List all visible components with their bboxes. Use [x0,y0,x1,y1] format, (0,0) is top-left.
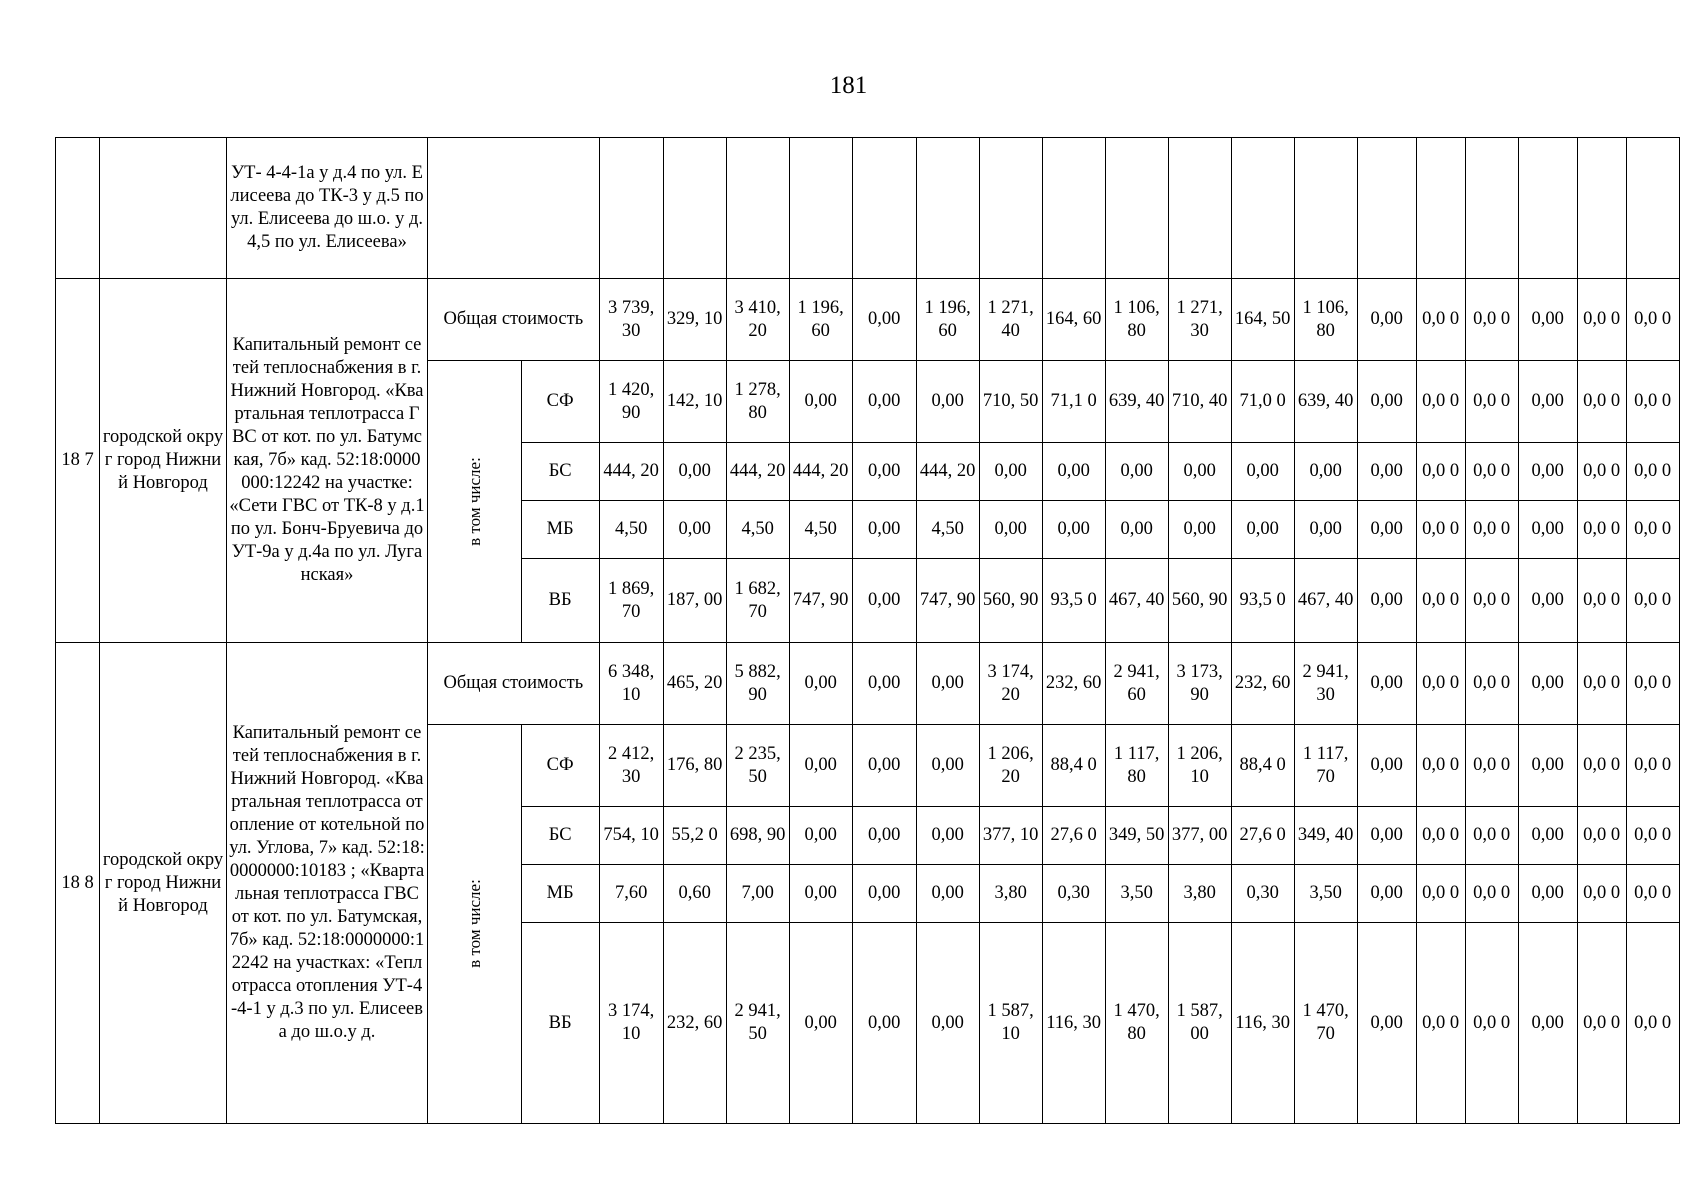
value-cell: 4,50 [916,501,979,559]
value-cell: 0,0 0 [1416,865,1465,923]
value-cell: 0,0 0 [1465,643,1518,725]
value-cell: 0,00 [852,643,916,725]
value-cell [1416,138,1465,279]
value-cell: 1 278, 80 [726,361,789,443]
value-cell [1105,138,1168,279]
value-cell: 0,0 0 [1577,807,1626,865]
value-cell: 0,30 [1042,865,1105,923]
value-cell: 27,6 0 [1231,807,1294,865]
value-cell: 0,0 0 [1577,443,1626,501]
value-cell: 2 941, 30 [1294,643,1357,725]
value-cell: 116, 30 [1042,923,1105,1124]
funding-label: ВБ [521,559,599,643]
value-cell [1231,138,1294,279]
sub-label [428,725,522,1124]
value-cell: 0,00 [852,807,916,865]
value-cell: 1 117, 70 [1294,725,1357,807]
value-cell: 1 682, 70 [726,559,789,643]
value-cell: 0,00 [1357,807,1416,865]
value-cell: 71,1 0 [1042,361,1105,443]
description-cell: Капитальный ремонт сетей теплоснабжения в г.Нижний Новгород. «Квартальная теплотрасса ГВС от кот. по ул. Батумская, 7б» кад. 52:18:0000000:12242 на участке: «Сети ГВС от ТК-8 у д.1 по ул. Бонч-Бруевича до УТ-9а у д.4а по ул. Луганская» [227,279,428,643]
value-cell: 93,5 0 [1042,559,1105,643]
value-cell: 0,0 0 [1416,361,1465,443]
district-cell [100,138,227,279]
value-cell: 0,0 0 [1416,501,1465,559]
value-cell: 0,0 0 [1577,559,1626,643]
value-cell: 329, 10 [663,279,726,361]
value-cell: 176, 80 [663,725,726,807]
value-cell: 754, 10 [599,807,663,865]
value-cell: 0,0 0 [1626,865,1679,923]
value-cell: 0,00 [1168,501,1231,559]
value-cell: 0,0 0 [1465,361,1518,443]
row-index: 18 7 [56,279,100,643]
value-cell: 0,00 [916,807,979,865]
value-cell: 0,00 [789,807,852,865]
funding-label: ВБ [521,923,599,1124]
value-cell: 0,00 [852,725,916,807]
value-cell: 0,00 [979,501,1042,559]
value-cell: 232, 60 [663,923,726,1124]
funding-label: БС [521,807,599,865]
value-cell: 164, 60 [1042,279,1105,361]
value-cell [599,138,663,279]
value-cell: 0,00 [1357,279,1416,361]
value-cell [1294,138,1357,279]
value-cell: 465, 20 [663,643,726,725]
value-cell: 0,00 [1518,725,1577,807]
value-cell: 4,50 [599,501,663,559]
value-cell: 0,0 0 [1416,923,1465,1124]
value-cell: 0,00 [1518,559,1577,643]
value-cell: 0,00 [1518,923,1577,1124]
value-cell: 0,00 [1231,501,1294,559]
value-cell: 0,00 [1518,865,1577,923]
value-cell: 747, 90 [789,559,852,643]
description-cell: Капитальный ремонт сетей теплоснабжения в г.Нижний Новгород. «Квартальная теплотрасса отопление от котельной по ул. Углова, 7» кад. 52:18:0000000:10183 ; «Квартальная теплотрасса ГВС от кот. по ул. Батумская, 7б» кад. 52:18:0000000:12242 на участках: «Теплотрасса отопления УТ-4-4-1 у д.3 по ул. Елисеева до ш.о.у д. [227,643,428,1124]
funding-label: СФ [521,725,599,807]
value-cell: 1 420, 90 [599,361,663,443]
value-cell: 377, 00 [1168,807,1231,865]
value-cell [663,138,726,279]
value-cell: 0,00 [916,643,979,725]
district-cell: городской округ город Нижний Новгород [100,643,227,1124]
value-cell: 0,00 [1357,725,1416,807]
value-cell [1518,138,1577,279]
value-cell: 0,00 [852,279,916,361]
value-cell: 0,0 0 [1416,725,1465,807]
value-cell: 710, 40 [1168,361,1231,443]
value-cell: 27,6 0 [1042,807,1105,865]
value-cell: 0,00 [916,725,979,807]
value-cell: 0,0 0 [1465,865,1518,923]
value-cell [979,138,1042,279]
value-cell: 349, 50 [1105,807,1168,865]
value-cell: 377, 10 [979,807,1042,865]
value-cell: 0,00 [1357,501,1416,559]
value-cell: 0,00 [1518,807,1577,865]
value-cell: 0,00 [1105,501,1168,559]
value-cell [726,138,789,279]
value-cell [789,138,852,279]
funding-label [428,138,600,279]
value-cell: 0,00 [1518,443,1577,501]
value-cell: 710, 50 [979,361,1042,443]
value-cell: 0,00 [852,443,916,501]
value-cell: 0,00 [916,361,979,443]
value-cell: 444, 20 [916,443,979,501]
value-cell: 1 587, 10 [979,923,1042,1124]
value-cell: 3,80 [979,865,1042,923]
table-row [56,138,1680,279]
value-cell [1042,138,1105,279]
value-cell: 0,0 0 [1626,279,1679,361]
value-cell: 0,0 0 [1416,279,1465,361]
value-cell: 0,00 [916,923,979,1124]
value-cell: 349, 40 [1294,807,1357,865]
value-cell: 0,00 [1357,443,1416,501]
value-cell: 0,0 0 [1626,643,1679,725]
value-cell [852,138,916,279]
budget-table [55,137,1680,1124]
sub-label [428,361,522,643]
value-cell: 467, 40 [1105,559,1168,643]
value-cell: 0,00 [1357,643,1416,725]
value-cell: 0,00 [1357,559,1416,643]
value-cell: 71,0 0 [1231,361,1294,443]
funding-label: МБ [521,501,599,559]
value-cell: 0,00 [1518,643,1577,725]
funding-label-total: Общая стоимость [428,279,600,361]
value-cell: 0,0 0 [1577,923,1626,1124]
table-row [56,279,1680,361]
value-cell: 0,0 0 [1626,923,1679,1124]
value-cell: 0,0 0 [1577,643,1626,725]
value-cell: 7,60 [599,865,663,923]
value-cell: 1 271, 30 [1168,279,1231,361]
sub-label-text: в том числе: [464,879,484,968]
value-cell: 232, 60 [1042,643,1105,725]
value-cell: 0,00 [852,865,916,923]
value-cell: 0,00 [1518,279,1577,361]
value-cell: 0,0 0 [1465,443,1518,501]
value-cell: 560, 90 [1168,559,1231,643]
value-cell: 0,0 0 [1465,501,1518,559]
value-cell: 2 941, 60 [1105,643,1168,725]
value-cell: 0,00 [1042,501,1105,559]
value-cell [916,138,979,279]
value-cell: 3,50 [1294,865,1357,923]
value-cell: 232, 60 [1231,643,1294,725]
value-cell: 6 348, 10 [599,643,663,725]
value-cell: 2 412, 30 [599,725,663,807]
value-cell: 0,0 0 [1626,443,1679,501]
value-cell: 1 271, 40 [979,279,1042,361]
value-cell: 0,00 [1294,501,1357,559]
value-cell: 0,00 [852,923,916,1124]
value-cell: 0,00 [663,443,726,501]
value-cell: 639, 40 [1105,361,1168,443]
description-cell: УТ- 4-4-1а у д.4 по ул. Елисеева до ТК-3 у д.5 по ул. Елисеева до ш.о. у д. 4,5 по ул. Елисеева» [227,138,428,279]
value-cell: 1 106, 80 [1294,279,1357,361]
value-cell: 0,00 [1168,443,1231,501]
value-cell: 0,0 0 [1465,923,1518,1124]
value-cell: 187, 00 [663,559,726,643]
value-cell: 0,0 0 [1577,279,1626,361]
value-cell: 0,00 [916,865,979,923]
value-cell: 0,0 0 [1465,807,1518,865]
value-cell: 1 206, 20 [979,725,1042,807]
value-cell: 88,4 0 [1231,725,1294,807]
value-cell: 1 106, 80 [1105,279,1168,361]
funding-label: МБ [521,865,599,923]
value-cell: 93,5 0 [1231,559,1294,643]
value-cell: 3 173, 90 [1168,643,1231,725]
value-cell: 0,0 0 [1577,501,1626,559]
value-cell: 1 196, 60 [789,279,852,361]
funding-label: СФ [521,361,599,443]
value-cell: 747, 90 [916,559,979,643]
value-cell: 7,00 [726,865,789,923]
value-cell: 0,00 [1357,865,1416,923]
value-cell: 3 174, 20 [979,643,1042,725]
value-cell: 0,00 [789,725,852,807]
value-cell: 1 196, 60 [916,279,979,361]
value-cell: 0,0 0 [1626,807,1679,865]
value-cell: 639, 40 [1294,361,1357,443]
value-cell: 1 869, 70 [599,559,663,643]
value-cell: 0,0 0 [1416,559,1465,643]
value-cell: 0,00 [979,443,1042,501]
value-cell: 116, 30 [1231,923,1294,1124]
value-cell: 0,0 0 [1416,807,1465,865]
value-cell: 0,00 [852,559,916,643]
value-cell: 1 470, 70 [1294,923,1357,1124]
value-cell: 0,0 0 [1626,361,1679,443]
value-cell: 0,00 [1231,443,1294,501]
value-cell: 4,50 [726,501,789,559]
value-cell: 0,0 0 [1465,279,1518,361]
value-cell: 444, 20 [599,443,663,501]
value-cell: 1 117, 80 [1105,725,1168,807]
value-cell: 0,00 [1042,443,1105,501]
value-cell: 0,0 0 [1626,559,1679,643]
value-cell: 0,0 0 [1465,559,1518,643]
value-cell: 0,00 [789,643,852,725]
value-cell: 2 941, 50 [726,923,789,1124]
value-cell: 88,4 0 [1042,725,1105,807]
value-cell: 0,0 0 [1465,725,1518,807]
value-cell [1465,138,1518,279]
value-cell: 0,0 0 [1626,501,1679,559]
value-cell: 0,00 [1294,443,1357,501]
value-cell: 0,00 [789,865,852,923]
value-cell [1626,138,1679,279]
district-cell: городской округ город Нижний Новгород [100,279,227,643]
value-cell: 3,50 [1105,865,1168,923]
value-cell: 0,00 [1357,361,1416,443]
value-cell: 467, 40 [1294,559,1357,643]
value-cell: 0,00 [663,501,726,559]
value-cell: 0,30 [1231,865,1294,923]
value-cell: 0,60 [663,865,726,923]
table-row [56,643,1680,725]
value-cell: 3 174, 10 [599,923,663,1124]
value-cell: 0,0 0 [1416,643,1465,725]
value-cell: 0,0 0 [1577,725,1626,807]
value-cell: 0,00 [1518,501,1577,559]
value-cell: 55,2 0 [663,807,726,865]
value-cell [1168,138,1231,279]
sub-label-text: в том числе: [464,456,484,546]
value-cell: 0,0 0 [1577,865,1626,923]
value-cell [1577,138,1626,279]
value-cell: 164, 50 [1231,279,1294,361]
value-cell: 560, 90 [979,559,1042,643]
value-cell: 5 882, 90 [726,643,789,725]
value-cell: 0,00 [1518,361,1577,443]
value-cell: 4,50 [789,501,852,559]
page-number: 181 [829,72,868,99]
value-cell: 2 235, 50 [726,725,789,807]
funding-label-total: Общая стоимость [428,643,600,725]
value-cell: 1 470, 80 [1105,923,1168,1124]
value-cell: 0,00 [1357,923,1416,1124]
value-cell: 444, 20 [789,443,852,501]
row-index: 18 8 [56,643,100,1124]
value-cell: 3,80 [1168,865,1231,923]
value-cell: 0,0 0 [1577,361,1626,443]
value-cell: 3 410, 20 [726,279,789,361]
value-cell: 0,0 0 [1626,725,1679,807]
value-cell: 0,00 [1105,443,1168,501]
value-cell: 0,00 [852,501,916,559]
value-cell: 1 587, 00 [1168,923,1231,1124]
value-cell: 0,00 [789,361,852,443]
value-cell: 142, 10 [663,361,726,443]
value-cell: 698, 90 [726,807,789,865]
row-index [56,138,100,279]
value-cell: 0,0 0 [1416,443,1465,501]
value-cell: 0,00 [789,923,852,1124]
funding-label: БС [521,443,599,501]
value-cell: 1 206, 10 [1168,725,1231,807]
value-cell: 444, 20 [726,443,789,501]
value-cell: 0,00 [852,361,916,443]
value-cell [1357,138,1416,279]
value-cell: 3 739, 30 [599,279,663,361]
